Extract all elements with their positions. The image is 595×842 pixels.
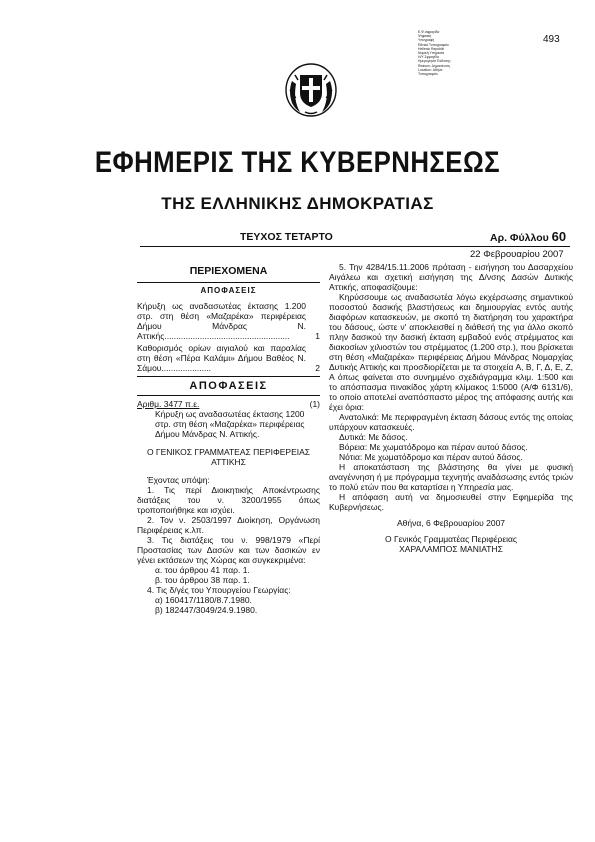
paragraph-4-item: β) 182447/3049/24.9.1980.: [155, 605, 258, 615]
paragraph-south: Νότια: Με χωματόδρομο και πέραν αυτού δάσος.: [339, 452, 523, 462]
stamp-line: Υπογραφή: [418, 38, 435, 43]
contents-heading: ΠΕΡΙΕΧΟΜΕΝΑ: [189, 265, 268, 277]
paragraph-publication: Η απόφαση αυτή να δημοσιευθεί στην Εφημερίδα της Κυβερνήσεως.: [329, 492, 573, 512]
sheet-number: [490, 229, 566, 244]
right-column: [329, 262, 573, 554]
place-date: Αθήνα, 6 Φεβρουαρίου 2007: [396, 518, 506, 528]
decision-number: Αριθμ. 3477 π.ε.: [137, 399, 200, 409]
header-divider: [140, 246, 570, 247]
paragraph-3-item: α. του άρθρου 41 παρ. 1.: [155, 565, 250, 575]
paragraph-restoration: Η αποκατάσταση της βλάστησης θα γίνει με φυσική αναγέννηση ή με πρόγραμμα τεχνητής αναδάσωσης εντός τριών το πολύ ετών που θα καταρτίσει η Υπηρεσία μας.: [329, 462, 573, 492]
paragraph-3: 3. Τις διατάξεις του ν. 998/1979 «Περί Προστασίας των Δασών και των δασικών εν γένει εκτάσεων της Χώρας και συγκεκριμένα:: [137, 535, 320, 565]
toc-entry[interactable]: [137, 343, 320, 373]
gazette-title: ΕΦΗΜΕΡΙΣ ΤΗΣ ΚΥΒΕΡΝΗΣΕΩΣ: [94, 146, 500, 179]
stamp-line: Ημερομηνία Έκδοσης: [418, 59, 451, 64]
stamp-line: Η/Υ Σφραγίδα: [418, 55, 440, 60]
paragraph-4: 4. Τις δ/γές του Υπουργείου Γεωργίας:: [147, 585, 291, 595]
issue-date: 22 Φεβρουαρίου 2007: [470, 249, 564, 260]
decision-number-row: [137, 399, 320, 409]
stamp-line: Hellenic Republic: [418, 46, 445, 51]
issue-label: ΤΕΥΧΟΣ ΤΕΤΑΡΤΟ: [240, 231, 333, 243]
stamp-line: Τυπογραφείο: [418, 72, 438, 77]
paragraph-west: Δυτικά: Με δάσος.: [339, 432, 408, 442]
paragraph-2: 2. Τον ν. 2503/1997 Διοίκηση, Οργάνωση Περιφέρειας κ.λπ.: [137, 515, 320, 535]
stamp-line: Ψηφιακή: [418, 34, 432, 39]
stamp-line: Νομική Υπηρεσία: [418, 51, 445, 56]
divider: [137, 395, 320, 396]
signer-name: ΧΑΡΑΛΑΜΠΟΣ ΜΑΝΙΑΤΗΣ: [399, 544, 503, 554]
toc-entry-page: 1: [315, 331, 320, 341]
digital-signature-stamp: [418, 30, 480, 76]
toc-entry-page: 2: [315, 363, 320, 373]
paragraph-1: 1. Τις περί Διοικητικής Αποκέντρωσης διατάξεις του ν. 3200/1955 όπως τροποποιήθηκε και ισχύει.: [137, 485, 320, 515]
toc-entry[interactable]: [137, 301, 320, 341]
divider: [137, 282, 320, 283]
gazette-subtitle: ΤΗΣ ΕΛΛΗΝΙΚΗΣ ΔΗΜΟΚΡΑΤΙΑΣ: [161, 194, 434, 213]
toc-entry-text: Κήρυξη ως αναδασωτέας έκτασης 1.200 στρ. στη θέση «Μαζαρέκα» περιφέρειας Δήμου Μάνδρας Ν. Αττικής.....................................................: [137, 301, 306, 341]
page-number: 493: [543, 34, 560, 45]
stamp-line: Location: Αθήνα: [418, 67, 443, 72]
toc-entry-text: Καθορισμός ορίων αιγιαλού και παραλίας στη θέση «Πέρα Καλάμι» Δήμου Βαθέος Ν. Σάμου.....................: [137, 343, 306, 373]
paragraph-east: Ανατολικά: Με περιφραγμένη έκταση δάσους εντός της οποίας υπάρχουν κατασκευές.: [329, 412, 573, 432]
sheet-label: Αρ. Φύλλου: [490, 232, 549, 244]
paragraph-3-item: β. του άρθρου 38 παρ. 1.: [155, 575, 250, 585]
divider: [137, 376, 320, 377]
left-column: [137, 262, 320, 615]
stamp-line: Reason: Δημοσίευση: [418, 63, 450, 68]
issuing-authority: Ο ΓΕΝΙΚΟΣ ΓΡΑΜΜΑΤΕΑΣ ΠΕΡΙΦΕΡΕΙΑΣ ΑΤΤΙΚΗΣ: [146, 447, 311, 467]
considering-line: Έχοντας υπόψη:: [147, 475, 210, 485]
stamp-line: Εθνικό Τυπογραφείο: [418, 42, 449, 47]
decision-ref: (1): [309, 399, 320, 409]
paragraph-4-item: α) 160417/1180/8.7.1980.: [155, 595, 252, 605]
decision-title: Κήρυξη ως αναδασωτέας έκτασης 1200 στρ. στη θέση «Μαζαρέκα» περιφέρειας Δήμου Μάνδρας Ν. Αττικής.: [155, 409, 305, 439]
contents-subheading: ΑΠΟΦΑΣΕΙΣ: [200, 286, 257, 295]
paragraph-5: 5. Την 4284/15.11.2006 πρόταση - εισήγηση του Δασαρχείου Αιγάλεω και σχετική εισήγηση της Δ/νσης Δασών Δυτικής Αττικής, αποφασίζουμε:: [329, 262, 573, 292]
decisions-heading: ΑΠΟΦΑΣΕΙΣ: [189, 380, 268, 392]
signer-title: Ο Γενικός Γραμματέας Περιφέρειας: [384, 534, 518, 544]
stamp-line: Ε.Φ.σφραγίδα: [418, 30, 440, 34]
paragraph-north: Βόρεια: Με χωματόδρομο και πέραν αυτού δάσος.: [339, 442, 528, 452]
sheet-number-value: 60: [551, 229, 567, 244]
greek-coat-of-arms-icon: [283, 61, 339, 117]
paragraph-6: Κηρύσσουμε ως αναδασωτέα λόγω εκχέρσωσης σημαντικού ποσοστού δασικής βλαστήσεως και δημιουργίας εντός αυτής διαφόρων κατασκευών, με σκοπό τη διατήρηση του χαρακτήρα του δάσους, ώστε ν' αποκλεισθεί η διάθεσή της για άλλο σκοπό πλην δασικού την δασική έκταση εμβαδού ενός στρέμματος και διακοσίων χιλιοστών του στρέμματος (1.200 στρ.), που βρίσκεται στη θέση «Μαζαρέκα» περιφέρειας Δήμου Μάνδρας Νομαρχίας Δυτικής Αττικής και προσδιορίζεται με τα στοιχεία Α, Β, Γ, Δ, Ε, Ζ, Α όπως φαίνεται στο συνημμένο σχεδιάγραμμα κλιμ. 1:500 και το απόσπασμα πινακίδος χάρτη κλίμακος 1:5000 (Α/Φ 6131/6), το οποίο αποτελεί αναπόσπαστο μέρος της απόφασης αυτής και έχει όρια:: [329, 292, 573, 412]
